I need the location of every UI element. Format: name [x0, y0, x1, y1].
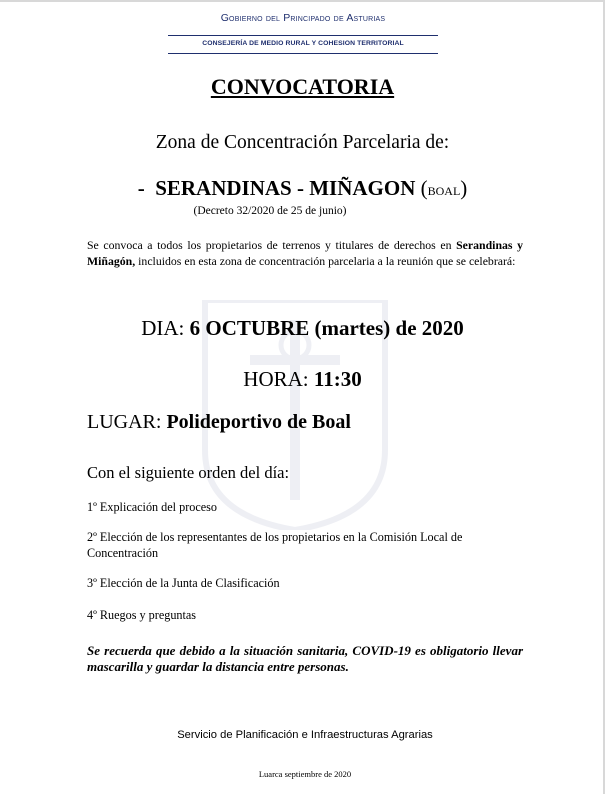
- meeting-place: [87, 411, 351, 434]
- agenda-item: 1º Explicación del proceso: [87, 500, 218, 514]
- paren-open: (: [420, 176, 428, 200]
- intro-paragraph: [87, 238, 523, 269]
- meeting-date: [0, 316, 605, 341]
- letterhead: [168, 12, 438, 47]
- intro-text-1: Se convoca a todos los propietarios de terrenos y titulares de derechos en: [87, 238, 457, 252]
- department-name: CONSEJERÍA DE MEDIO RURAL Y COHESION TERRITORIAL: [202, 40, 404, 47]
- page-edge-top: [0, 0, 605, 2]
- place-value: Polideportivo de Boal: [166, 411, 351, 433]
- zone-heading: Zona de Concentración Parcelaria de:: [155, 132, 450, 153]
- letterhead-rule-bottom: [168, 53, 438, 54]
- decree-reference: (Decreto 32/2020 de 25 de junio): [193, 205, 347, 217]
- zone-municipality: [421, 176, 468, 200]
- time-value: 11:30: [313, 367, 362, 391]
- date-label: DIA:: [141, 316, 185, 340]
- issuing-service: Servicio de Planificación e Infraestructuras Agrarias: [177, 729, 433, 741]
- agenda-item: 3º Elección de la Junta de Clasificación: [87, 576, 280, 590]
- issue-date: Luarca septiembre de 2020: [258, 769, 352, 779]
- meeting-time: [0, 367, 605, 392]
- agenda-item: 2º Elección de los representantes de los propietarios en la Comisión Local de Concentración: [87, 530, 463, 560]
- time-label: HORA:: [243, 367, 309, 391]
- date-value: 6 OCTUBRE (martes) de 2020: [189, 316, 464, 340]
- covid-notice: Se recuerda que debido a la situación sanitaria, COVID-19 es obligatorio llevar mascarilla y guardar la distancia entre personas.: [87, 643, 523, 674]
- zone-villages: SERANDINAS - MIÑAGON: [155, 176, 416, 200]
- government-name: Gobierno del Principado de Asturias: [220, 12, 386, 24]
- intro-villages: Serandinas y Miñagón,: [87, 238, 523, 268]
- letterhead-rule-top: [168, 35, 438, 36]
- paren-close: ): [460, 176, 468, 200]
- document-title: CONVOCATORIA: [210, 74, 395, 99]
- municipality-name: boal: [427, 180, 461, 199]
- intro-text-2: incluidos en esta zona de concentración parcelaria a la reunión que se celebrará:: [135, 253, 516, 268]
- place-label: LUGAR:: [87, 411, 162, 433]
- zone-name: [0, 176, 605, 201]
- agenda-heading: Con el siguiente orden del día:: [87, 463, 290, 482]
- agenda-item: 4º Ruegos y preguntas: [87, 608, 197, 622]
- zone-dash: -: [137, 176, 145, 200]
